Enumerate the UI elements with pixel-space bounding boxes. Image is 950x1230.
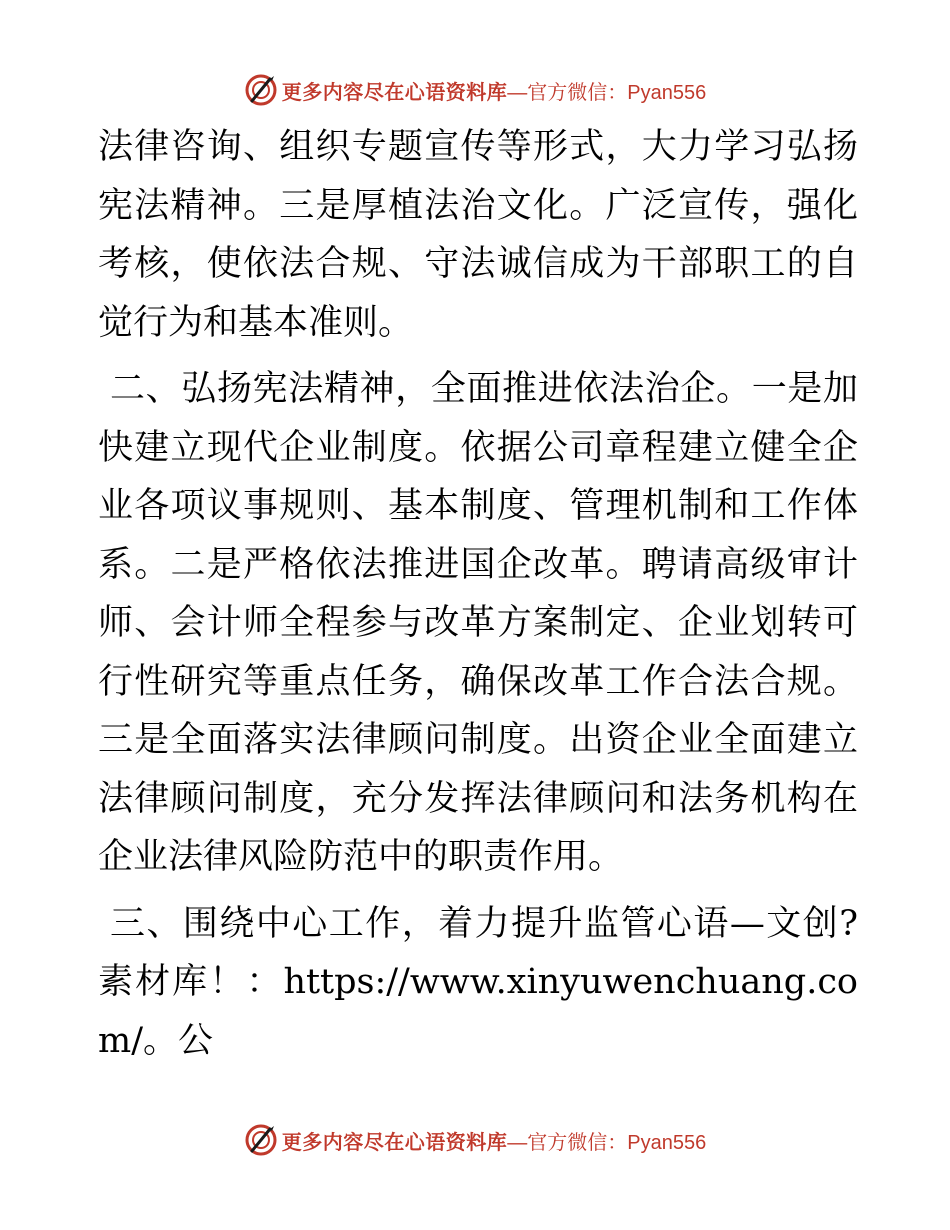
brush-logo-icon: [244, 1123, 278, 1157]
header-banner-text: 更多内容尽在心语资料库: [281, 79, 508, 104]
paragraph-1: 法律咨询、组织专题宣传等形式，大力学习弘扬宪法精神。三是厚植法治文化。广泛宣传，强化考核，使依法合规、守法诚信成为干部职工的自觉行为和基本准则。: [98, 127, 858, 343]
footer-banner: [0, 1120, 950, 1160]
paragraph-2: 二、弘扬宪法精神，全面推进依法治企。一是加快建立现代企业制度。依据公司章程建立健全企业各项议事规则、基本制度、管理机制和工作体系。二是严格依法推进国企改革。聘请高级审计师、会计师全程参与改革方案制定、企业划转可行性研究等重点任务，确保改革工作合法合规。三是全面落实法律顾问制度。出资企业全面建立法律顾问制度，充分发挥法律顾问和法务机构在企业法律风险防范中的职责作用。: [98, 369, 858, 877]
footer-banner-text: 更多内容尽在心语资料库: [281, 1129, 508, 1154]
paragraph-3: 三、围绕中心工作，着力提升监管心语—文创?素材库！：https://www.xinyuwenchuang.com/。公: [98, 903, 858, 1061]
brush-logo-icon: [244, 73, 278, 107]
header-banner: [0, 70, 950, 110]
footer-banner-wechat: —官方微信：Pyan556: [507, 1131, 707, 1154]
header-banner-wechat: —官方微信：Pyan556: [507, 81, 707, 104]
document-body: [98, 118, 858, 1070]
